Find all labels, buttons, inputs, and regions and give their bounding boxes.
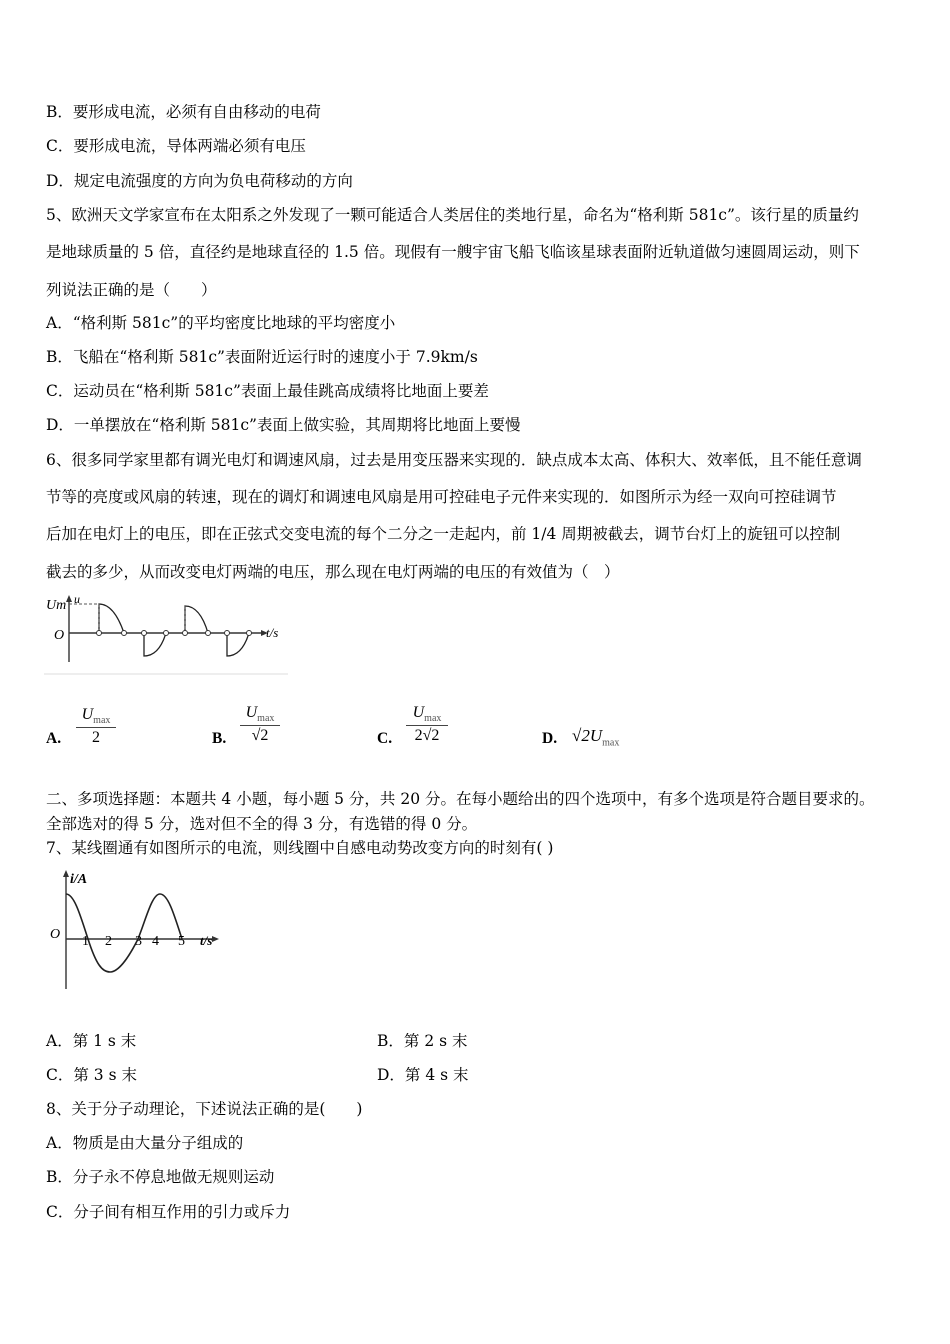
- q7-graph-tick-4: 4: [152, 934, 159, 949]
- q8-stem: 8、关于分子动理论，下述说法正确的是( ): [46, 1100, 363, 1118]
- q7-option-d: D．第 4 s 末: [377, 1066, 469, 1084]
- q5-stem-line2: 是地球质量的 5 倍，直径约是地球直径的 1.5 倍。现假有一艘宇宙飞船飞临该星球表面附近轨道做匀速圆周运动，则下: [46, 243, 860, 261]
- q5-option-d: D．一单摆放在“格利斯 581c”表面上做实验，其周期将比地面上要慢: [46, 416, 521, 434]
- q6-graph-x-label: t/s: [266, 625, 279, 640]
- q5-option-b: B．飞船在“格利斯 581c”表面附近运行时的速度小于 7.9km/s: [46, 348, 478, 366]
- q6-stem-line3: 后加在电灯上的电压，即在正弦式交变电流的每个二分之一走起内，前 1/4 周期被截去，调节台灯上的旋钮可以控制: [46, 525, 841, 543]
- q7-stem: 7、某线圈通有如图所示的电流，则线圈中自感电动势改变方向的时刻有( ): [46, 839, 554, 857]
- q4-option-b: B．要形成电流，必须有自由移动的电荷: [46, 103, 321, 121]
- section2-instruction-line2: 全部选对的得 5 分，选对但不全的得 3 分，有选错的得 0 分。: [46, 815, 478, 833]
- q7-graph-tick-2: 2: [105, 934, 112, 949]
- q7-option-b: B．第 2 s 末: [377, 1032, 468, 1050]
- q7-graph-tick-1: 1: [82, 934, 89, 949]
- q6-option-a-fraction: $U_{max}$ 2: [76, 706, 116, 747]
- q7-graph-tick-5: 5: [178, 934, 185, 949]
- q8-option-b: B．分子永不停息地做无规则运动: [46, 1168, 275, 1186]
- q6-option-d-letter: D.: [542, 730, 558, 747]
- q4-option-c: C．要形成电流，导体两端必须有电压: [46, 137, 306, 155]
- q6-option-d-expr: $√2U_{max}$: [572, 726, 620, 749]
- q6-stem-line1: 6、很多同学家里都有调光电灯和调速风扇，过去是用变压器来实现的．缺点成本太高、体积大、效率低，且不能任意调: [46, 451, 862, 469]
- q6-option-b-letter: B.: [212, 730, 227, 747]
- q8-option-a: A．物质是由大量分子组成的: [46, 1134, 244, 1152]
- q6-voltage-graph: [44, 592, 290, 676]
- section2-instruction-line1: 二、多项选择题：本题共 4 小题，每小题 5 分，共 20 分。在每小题给出的四个选项中，有多个选项是符合题目要求的。: [46, 790, 875, 808]
- q7-graph-y-label: i/A: [70, 872, 88, 887]
- q6-option-b-fraction: $U_{max}$ √2: [240, 704, 280, 745]
- q7-graph-tick-3: 3: [135, 934, 142, 949]
- q7-graph-origin: O: [50, 927, 61, 942]
- q4-option-d: D．规定电流强度的方向为负电荷移动的方向: [46, 172, 353, 190]
- q5-stem-line1: 5、欧洲天文学家宣布在太阳系之外发现了一颗可能适合人类居住的类地行星，命名为“格利斯 581c”。该行星的质量约: [46, 206, 859, 224]
- q5-stem-line3: 列说法正确的是（ ）: [46, 281, 217, 299]
- q5-option-c: C．运动员在“格利斯 581c”表面上最佳跳高成绩将比地面上要差: [46, 382, 489, 400]
- q7-current-graph: [44, 864, 229, 994]
- q6-option-c-letter: C.: [377, 730, 393, 747]
- q6-graph-u-label: u: [74, 592, 80, 606]
- q6-option-a-letter: A.: [46, 730, 62, 747]
- q6-graph-um-label: Um: [46, 598, 67, 613]
- q5-option-a: A．“格利斯 581c”的平均密度比地球的平均密度小: [46, 314, 396, 332]
- q7-option-c: C．第 3 s 末: [46, 1066, 137, 1084]
- q6-graph-origin: O: [54, 628, 65, 643]
- q6-stem-line2: 节等的亮度或风扇的转速，现在的调灯和调速电风扇是用可控硅电子元件来实现的．如图所示为经一双向可控硅调节: [46, 488, 837, 506]
- q7-graph-x-label: t/s: [200, 933, 213, 948]
- q6-option-c-fraction: $U_{max}$ 2√2: [406, 704, 448, 745]
- q6-stem-line4: 截去的多少，从而改变电灯两端的电压，那么现在电灯两端的电压的有效值为（ ）: [46, 563, 620, 581]
- q8-option-c: C．分子间有相互作用的引力或斥力: [46, 1203, 291, 1221]
- q7-option-a: A．第 1 s 末: [46, 1032, 137, 1050]
